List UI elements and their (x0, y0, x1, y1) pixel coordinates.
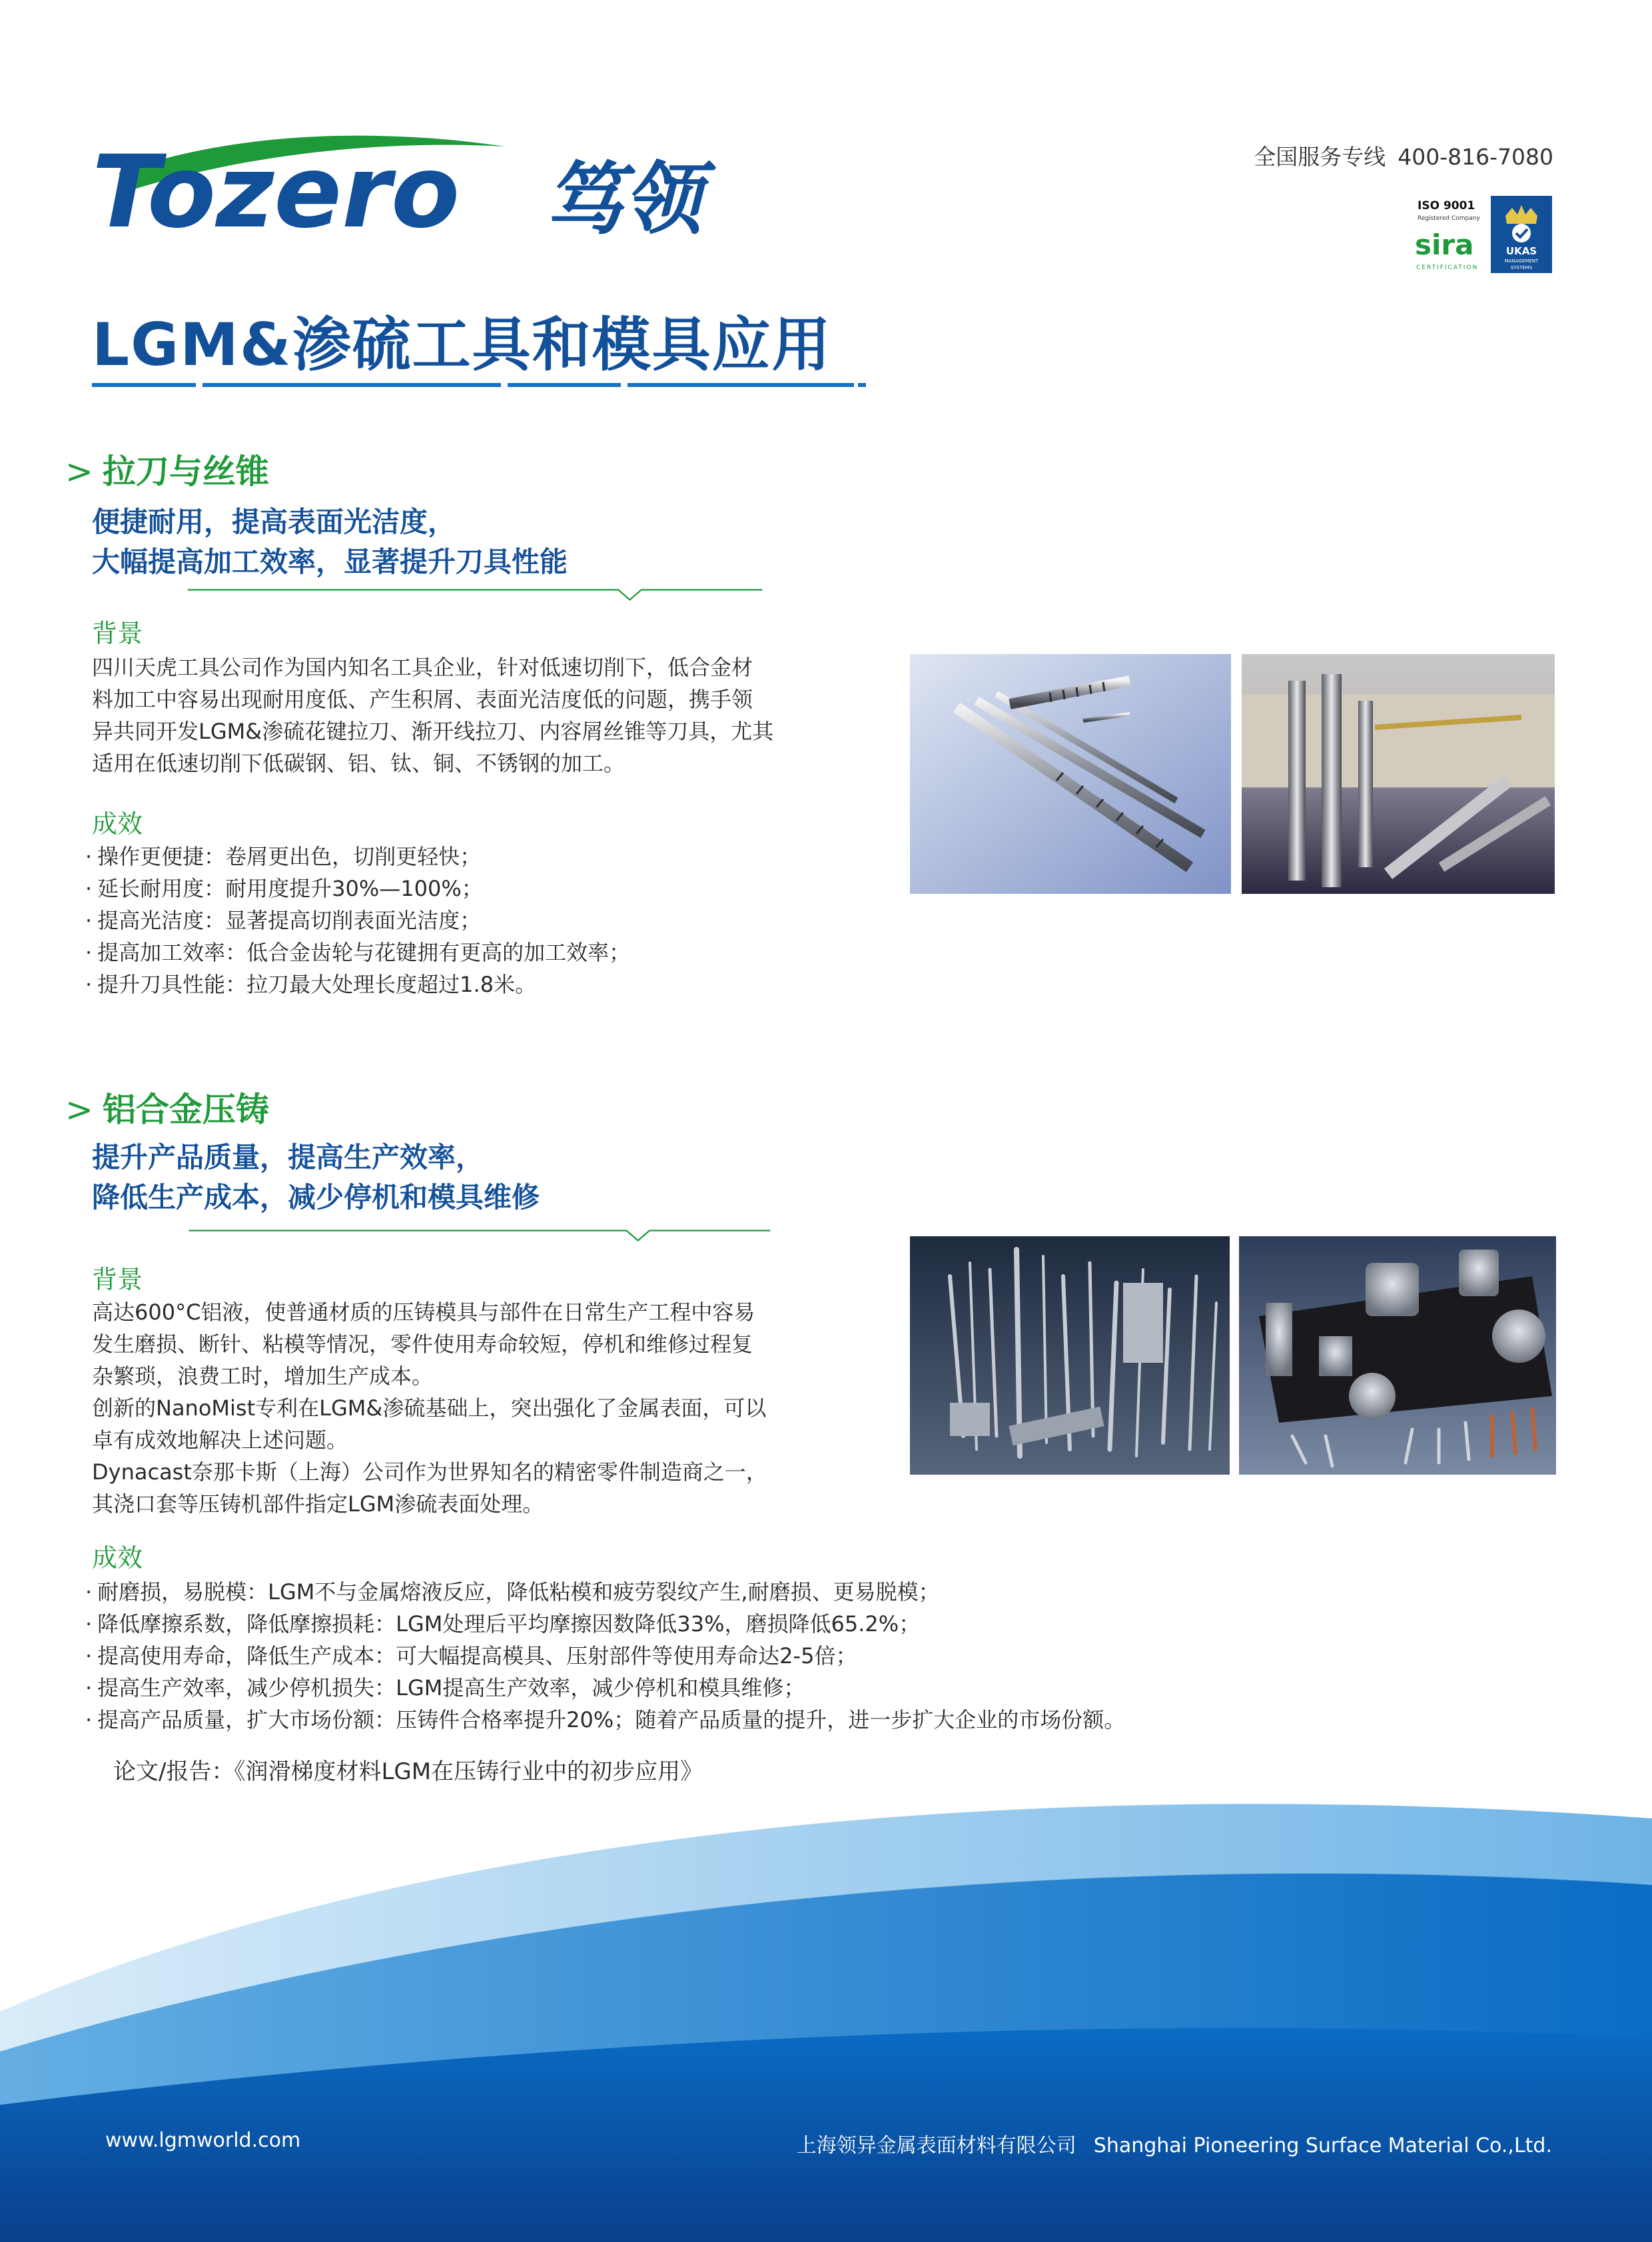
list-item: · 提高使用寿命，降低生产成本：可大幅提高模具、压射部件等使用寿命达2-5倍； (83, 1640, 1125, 1672)
hotline-number: 400-816-7080 (1398, 144, 1553, 170)
page-title: LGM&渗硫工具和模具应用 (92, 310, 832, 379)
ukas-sub1: MANAGEMENT (1504, 258, 1539, 264)
ejector-pins-photo (910, 1236, 1230, 1475)
footer-url[interactable]: www.lgmworld.com (105, 2129, 301, 2152)
background-label: 背景 (92, 1265, 143, 1294)
list-item: · 提高光洁度：显著提高切削表面光洁度； (83, 905, 630, 936)
section-tagline (92, 502, 568, 582)
background-line: 高达600°C铝液，使普通材质的压铸模具与部件在日常生产工程中容易 (92, 1300, 755, 1325)
list-item: · 降低摩擦系数，降低摩擦损耗：LGM处理后平均摩擦因数降低33%，磨损降低65.2%； (83, 1608, 1125, 1640)
list-item: · 提高产品质量，扩大市场份额：压铸件合格率提升20%；随着产品质量的提升，进一步扩大企业的市场份额。 (83, 1704, 1125, 1736)
brand-name-cn: 笃领 (545, 153, 703, 243)
effects-label: 成效 (92, 1543, 143, 1573)
background-text (92, 651, 891, 779)
background-line: 卓有成效地解决上述问题。 (92, 1427, 348, 1453)
list-item: · 提升刀具性能：拉刀最大处理长度超过1.8米。 (83, 968, 630, 1000)
effects-list (83, 1576, 1125, 1736)
company-name-en: Shanghai Pioneering Surface Material Co.,Ltd. (1093, 2134, 1552, 2157)
company-name-cn: 上海领异金属表面材料有限公司 (796, 2134, 1076, 2157)
section-divider (92, 1222, 867, 1242)
list-item: · 提高加工效率：低合金齿轮与花键拥有更高的加工效率； (83, 936, 630, 968)
service-hotline (1254, 140, 1553, 171)
footer-wave (0, 1758, 1652, 2242)
hotline-label: 全国服务专线 (1254, 144, 1386, 170)
section-divider (92, 581, 858, 601)
background-line: 发生磨损、断针、粘模等情况，零件使用寿命较短，停机和维修过程复 (92, 1331, 753, 1357)
tozero-logo (92, 127, 718, 243)
background-line: 其浇口套等压铸机部件指定LGM渗硫表面处理。 (92, 1491, 544, 1517)
background-text (92, 1296, 905, 1520)
ukas-label: UKAS (1505, 245, 1537, 257)
background-label: 背景 (92, 619, 143, 648)
brand-name: Tozero (92, 135, 460, 243)
tap-photo (1242, 654, 1555, 894)
section-heading-text: 铝合金压铸 (102, 1090, 269, 1129)
list-item: · 提高生产效率，减少停机损失：LGM提高生产效率，减少停机和模具维修； (83, 1672, 1125, 1704)
background-line: 适用在低速切削下低碳钢、铝、钛、铜、不锈钢的加工。 (92, 751, 625, 776)
list-item: · 延长耐用度：耐用度提升30%—100%； (83, 873, 630, 905)
broach-photo (910, 654, 1231, 894)
section-heading-die-casting (65, 1083, 269, 1131)
list-item: · 操作更便捷：卷屑更出色，切削更轻快； (83, 841, 630, 873)
background-line: 料加工中容易出现耐用度低、产生积屑、表面光洁度低的问题，携手领 (92, 687, 753, 712)
background-line: 杂繁琐，浪费工时，增加生产成本。 (92, 1363, 434, 1389)
background-line: 四川天虎工具公司作为国内知名工具企业，针对低速切削下，低合金材 (92, 655, 753, 680)
tagline-line: 降低生产成本，减少停机和模具维修 (92, 1181, 540, 1214)
tagline-line: 便捷耐用，提高表面光洁度， (92, 506, 456, 538)
section-heading-broach-tap (65, 445, 269, 493)
effects-list (83, 841, 630, 1000)
chevron-right-icon: > (65, 452, 93, 491)
sira-label: sira (1415, 228, 1474, 261)
tagline-line: 大幅提高加工效率，显著提升刀具性能 (92, 546, 568, 578)
tagline-line: 提升产品质量，提高生产效率， (92, 1141, 484, 1174)
list-item: · 耐磨损，易脱模：LGM不与金属熔液反应，降低粘模和疲劳裂纹产生,耐磨损、更易脱模； (83, 1576, 1125, 1608)
background-line: Dynacast奈那卡斯（上海）公司作为世界知名的精密零件制造商之一， (92, 1459, 767, 1485)
ukas-sub2: SYSTEMS (1510, 265, 1533, 270)
title-underline (92, 383, 866, 387)
background-line: 创新的NanoMist专利在LGM&渗硫基础上，突出强化了金属表面，可以 (92, 1395, 767, 1421)
registered-label: Registered Company (1418, 215, 1480, 222)
chevron-right-icon: > (65, 1090, 93, 1129)
reference-text: 论文/报告：《润滑梯度材料LGM在压铸行业中的初步应用》 (113, 1758, 703, 1785)
section-heading-text: 拉刀与丝锥 (102, 452, 269, 491)
background-line: 异共同开发LGM&渗硫花键拉刀、渐开线拉刀、内容屑丝锥等刀具，尤其 (92, 719, 774, 744)
section-tagline (92, 1138, 540, 1218)
certification-label: CERTIFICATION (1416, 264, 1479, 271)
iso-label: ISO 9001 (1418, 199, 1475, 212)
die-parts-photo (1239, 1236, 1556, 1475)
effects-label: 成效 (92, 809, 143, 839)
footer-company (797, 2129, 1552, 2158)
certification-badge (1412, 194, 1553, 274)
